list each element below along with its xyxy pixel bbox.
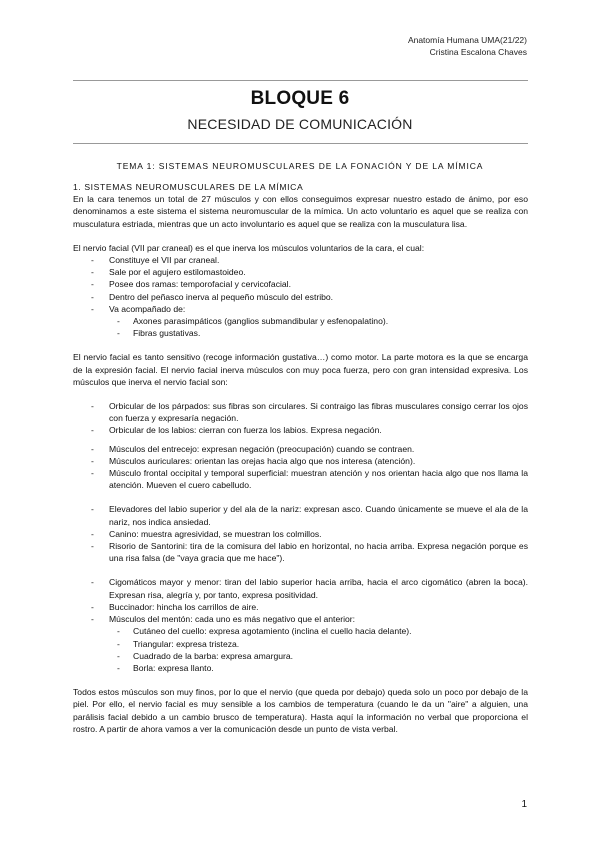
list-item: - Borla: expresa llanto. [117,662,214,673]
list-item: - Cutáneo del cuello: expresa agotamiento (inclina el cuello hacia delante). [117,626,412,637]
muscles-group-2 [73,443,528,492]
muscles-group-1 [73,400,528,437]
list-item: - Músculos del entrecejo: expresan negación (preocupación) cuando se contraen. [91,443,415,454]
page-subtitle: NECESIDAD DE COMUNICACIÓN [187,116,413,132]
paragraph-intro: En la cara tenemos un total de 27 músculos y con ellos conseguimos expresar nuestro estado de ánimo, por eso denominamos a este sistema el sistema neuromuscular de la mímica. Un acto voluntario es aquel que se realiza con musculatura estriada, mientras que un acto involuntario es aquel que se realiza con la musculatura lisa. [73,194,528,229]
section-heading: 1. SISTEMAS NEUROMUSCULARES DE LA MÍMICA [73,182,304,192]
top-rule [73,80,528,81]
list-item: - Canino: muestra agresividad, se muestran los colmillos. [91,528,322,539]
list-item: - Posee dos ramas: temporofacial y cervicofacial. [91,279,291,290]
list-item: - Dentro del peñasco inerva al pequeño músculo del estribo. [91,291,334,302]
list-item: - Cigomáticos mayor y menor: tiran del labio superior hacia arriba, hacia el arco cigomático (abren la boca). Expresan risa, alegría y, por tanto, expresa positividad. [91,577,528,600]
list-item: - Orbicular de los labios: cierran con fuerza los labios. Expresa negación. [91,425,382,436]
body-content [73,181,528,735]
list-item: - Constituye el VII par craneal. [91,255,220,266]
title-rule [73,143,528,144]
list-item: - Axones parasimpáticos (ganglios submandibular y esfenopalatino). [117,316,389,327]
nerve-list [73,254,528,315]
list-item: - Músculo frontal occipital y temporal superficial: muestran atención y nos orientan hacia algo que nos llama la atención. Mueven el cuero cabelludo. [91,468,528,491]
page-title: BLOQUE 6 [250,88,350,109]
header-course: Anatomía Humana UMA(21/22) [407,35,527,45]
list-item: - Triangular: expresa tristeza. [117,638,240,649]
chin-sublist [73,625,528,674]
list-item: - Músculos del mentón: cada uno es más negativo que el anterior: [91,614,356,625]
list-item: - Sale por el agujero estilomastoideo. [91,267,246,278]
list-item: - Risorio de Santorini: tira de la comisura del labio en horizontal, no hacia arriba. Expresa negación porque es una risa falsa (de "vaya gracia que me hace"). [91,541,528,564]
list-item: - Elevadores del labio superior y del ala de la nariz: expresan asco. Cuando únicamente se mueve el ala de la nariz, nos indica ansiedad. [91,504,528,527]
muscles-group-3 [73,503,528,564]
paragraph-motor: El nervio facial es tanto sensitivo (recoge información gustativa…) como motor. La parte motora es la que se encarga de la expresión facial. El nervio facial inerva músculos con muy poca fuerza, pero con gran intensidad expresiva. Los músculos que inerva el nervio facial son: [73,352,528,387]
list-item: - Fibras gustativas. [117,328,201,339]
page-header [408,34,527,58]
nerve-sublist [73,315,528,339]
list-item: - Músculos auriculares: orientan las orejas hacia algo que nos interesa (atención). [91,455,416,466]
topic-heading: TEMA 1: SISTEMAS NEUROMUSCULARES DE LA FONACIÓN Y DE LA MÍMICA [116,161,484,171]
list-item: - Orbicular de los párpados: sus fibras son circulares. Si contraigo las fibras musculares consigo cerrar los ojos con fuerza y expresaría negación. [91,401,528,424]
list-item: - Va acompañado de: [91,303,186,314]
page-number: 1 [521,799,527,810]
paragraph-facial-nerve: El nervio facial (VII par craneal) es el que inerva los músculos voluntarios de la cara, el cual: [73,242,425,253]
paragraph-conclusion: Todos estos músculos son muy finos, por lo que el nervio (que queda por debajo) queda solo un poco por debajo de la piel. Por ello, el nervio facial es muy sensible a los cambios de temperatura (cuando le da un "aire" a alguien, una parálisis facial debido a un cambio brusco de temperatura). Hasta aquí la información no verbal que proporciona el rostro. A partir de ahora vamos a ver la comunicación desde un punto de vista verbal. [73,687,528,734]
list-item: - Buccinador: hincha los carrillos de aire. [91,601,259,612]
muscles-group-4 [73,576,528,625]
list-item: - Cuadrado de la barba: expresa amargura. [117,650,294,661]
header-author: Cristina Escalona Chaves [429,47,527,57]
